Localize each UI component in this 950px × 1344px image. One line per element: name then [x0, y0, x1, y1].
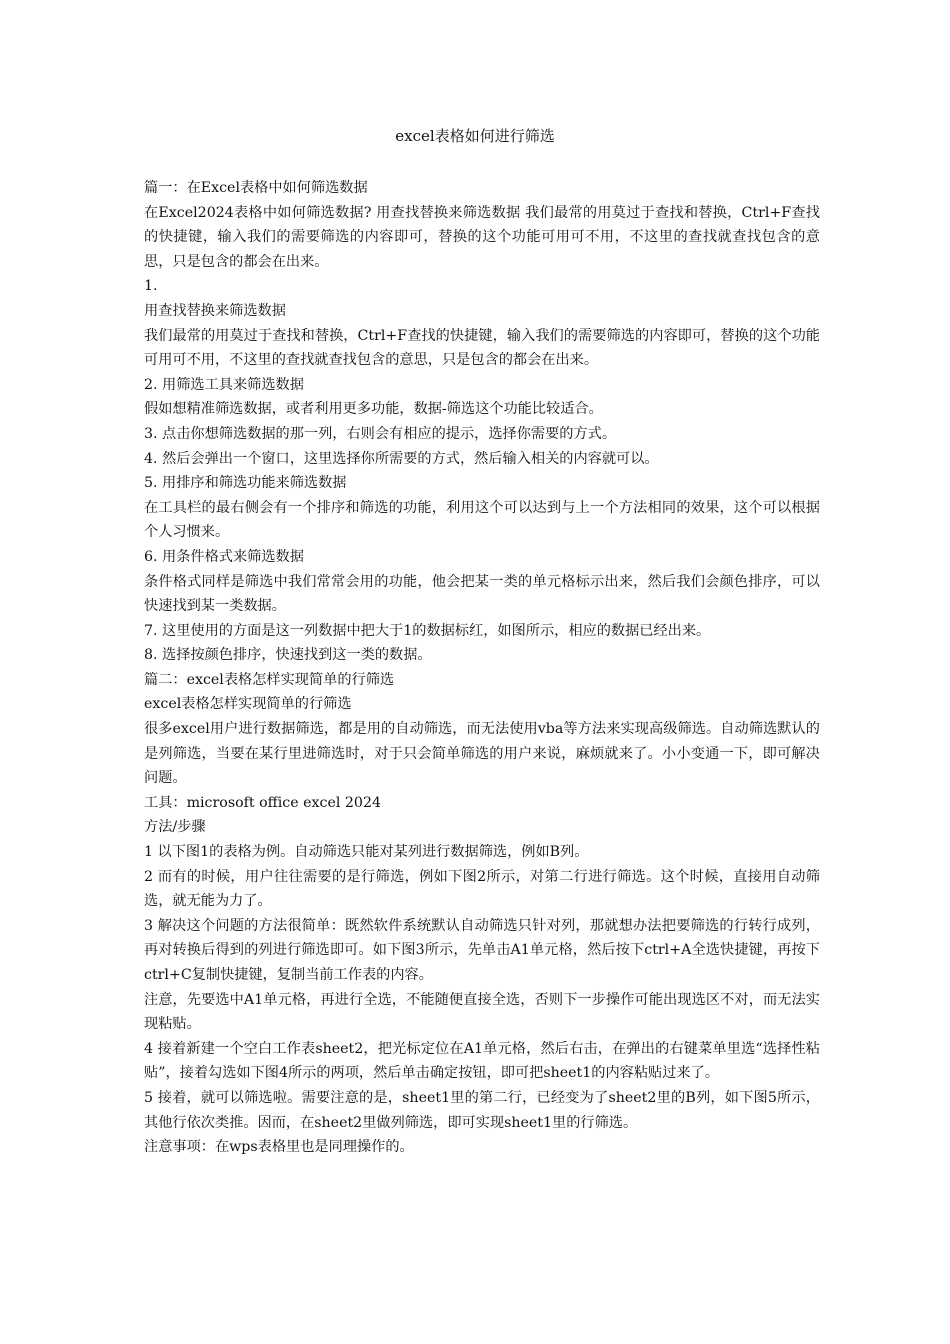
paragraph: 2 而有的时候，用户往往需要的是行筛选，例如下图2所示，对第二行进行筛选。这个时候，直接用自动筛选，就无能为力了。 [144, 868, 820, 910]
paragraph: 8. 选择按颜色排序，快速找到这一类的数据。 [144, 647, 432, 664]
paragraph: 6. 用条件格式来筛选数据 [144, 548, 304, 565]
paragraph: 工具：microsoft office excel 2024 [144, 794, 382, 811]
paragraph: 1 以下图1的表格为例。自动筛选只能对某列进行数据筛选，例如B列。 [144, 844, 589, 861]
paragraph: 我们最常的用莫过于查找和替换，Ctrl+F查找的快捷键，输入我们的需要筛选的内容即可，替换的这个功能可用可不用，不这里的查找就查找包含的意思，只是包含的都会在出来。 [144, 327, 820, 369]
paragraph: 注意事项：在wps表格里也是同理操作的。 [144, 1139, 414, 1156]
paragraph: 用查找替换来筛选数据 [144, 302, 286, 319]
paragraph: 4 接着新建一个空白工作表sheet2，把光标定位在A1单元格，然后右击，在弹出的右键菜单里选“选择性粘贴”，接着勾选如下图4所示的两项，然后单击确定按钮，即可把sheet1的内容粘贴过来了。 [144, 1040, 820, 1082]
paragraph: excel表格怎样实现简单的行筛选 [144, 696, 352, 713]
paragraph: 在工具栏的最右侧会有一个排序和筛选的功能，利用这个可以达到与上一个方法相同的效果，这个可以根据个人习惯来。 [144, 499, 820, 541]
paragraph: 5 接着，就可以筛选啦。需要注意的是，sheet1里的第二行，已经变为了sheet2里的B列，如下图5所示，其他行依次类推。因而，在sheet2里做列筛选，即可实现sheet1里的行筛选。 [144, 1089, 820, 1131]
document-title: excel表格如何进行筛选 [395, 127, 555, 145]
paragraph: 假如想精准筛选数据，或者利用更多功能，数据-筛选这个功能比较适合。 [144, 401, 603, 418]
paragraph: 3. 点击你想筛选数据的那一列，右则会有相应的提示，选择你需要的方式。 [144, 425, 617, 442]
paragraph: 注意，先要选中A1单元格，再进行全选，不能随便直接全选，否则下一步操作可能出现选区不对，而无法实现粘贴。 [144, 991, 820, 1033]
paragraph: 4. 然后会弹出一个窗口，这里选择你所需要的方式，然后输入相关的内容就可以。 [144, 450, 659, 467]
document-body [144, 176, 820, 1160]
paragraph: 3 解决这个问题的方法很简单：既然软件系统默认自动筛选只针对列，那就想办法把要筛选的行转行成列，再对转换后得到的列进行筛选即可。如下图3所示，先单击A1单元格，然后按下ctrl+A全选快捷键，再按下ctrl+C复制快捷键，复制当前工作表的内容。 [144, 917, 820, 983]
paragraph: 篇二：excel表格怎样实现简单的行筛选 [144, 671, 395, 688]
paragraph: 5. 用排序和筛选功能来筛选数据 [144, 475, 347, 492]
paragraph: 篇一：在Excel表格中如何筛选数据 [144, 180, 368, 196]
paragraph: 1. [144, 278, 158, 295]
paragraph: 在Excel2024表格中如何筛选数据? 用查找替换来筛选数据 我们最常的用莫过于查找和替换，Ctrl+F查找的快捷键，输入我们的需要筛选的内容即可，替换的这个功能可用可不用，不这里的查找就查找包含的意思，只是包含的都会在出来。 [144, 204, 820, 270]
paragraph: 条件格式同样是筛选中我们常常会用的功能，他会把某一类的单元格标示出来，然后我们会颜色排序，可以快速找到某一类数据。 [144, 573, 820, 615]
paragraph: 很多excel用户进行数据筛选，都是用的自动筛选，而无法使用vba等方法来实现高级筛选。自动筛选默认的是列筛选，当要在某行里进筛选时，对于只会简单筛选的用户来说，麻烦就来了。小小变通一下，即可解决问题。 [144, 721, 820, 787]
paragraph: 方法/步骤 [144, 819, 206, 836]
paragraph: 2. 用筛选工具来筛选数据 [144, 376, 304, 393]
paragraph: 7. 这里使用的方面是这一列数据中把大于1的数据标红，如图所示，相应的数据已经出来。 [144, 622, 711, 639]
